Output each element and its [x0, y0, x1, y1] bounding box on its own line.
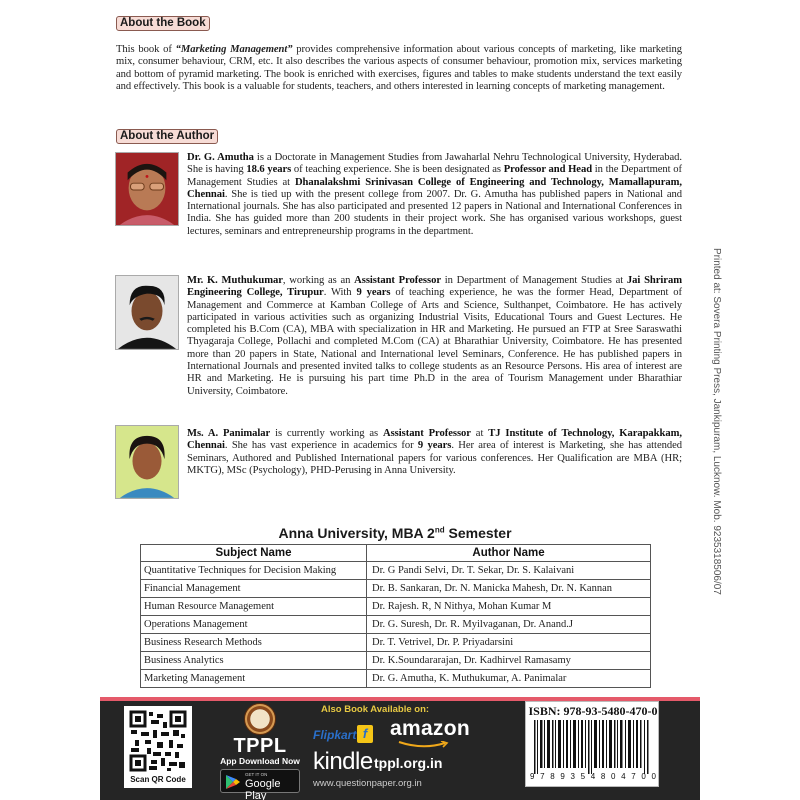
barcode-digit: 3 — [570, 772, 575, 781]
header-subject-name: Subject Name — [141, 545, 367, 562]
author-bio-amutha-top: Dr. G. Amutha is a Doctorate in Management Studies from Jawaharlal Nehru Technological University, Hyderabad. She is having 18.6 years of teaching experience. She is been designated as Professor and Head in the Department of Management Studies at Dhanalakshmi Srinivasan College of Engineering and Technology, Mamallapuram, Chennai. She is tied up with the present college from 2007. Dr. G. Amutha has published papers in National and International journals. She has also participated and presented 12 papers in National and International Conferences in India. She has guided more than 200 students in their project work. She has organised various workshops, guest lectures, seminars and entrepreneurship programs in the department. — [187, 152, 683, 237]
barcode-digit: 9 — [560, 772, 565, 781]
author-bio-panimalar: Ms. A. Panimalar is currently working as Assistant Professor at TJ Institute of Technology, Karapakkam, Chennai. She has vast experience in academics for 9 years. Her area of interest is Marketing, she has attended Seminars, Authored and Published International papers for various conferences. Her Qualification are MBA (HR; MKTG), MSc (Psychology), PHD-Perusing in Anna University. — [187, 428, 682, 476]
author-cell: Dr. T. Vetrivel, Dr. P. Priyadarsini — [367, 634, 651, 652]
barcode-digit: 7 — [540, 772, 545, 781]
barcode-digit: 8 — [550, 772, 555, 781]
kindle-logo[interactable]: kindle — [313, 748, 373, 775]
isbn-barcode — [525, 701, 659, 787]
table-header-row — [141, 545, 651, 562]
barcode-digits — [530, 772, 656, 781]
subject-cell: Quantitative Techniques for Decision Making — [141, 562, 367, 580]
about-author-label: About the Author — [116, 129, 218, 144]
about-book-label: About the Book — [116, 16, 210, 31]
cover-footer — [100, 697, 700, 800]
barcode-digit: 4 — [621, 772, 626, 781]
website-link[interactable]: www.questionpaper.org.in — [313, 778, 422, 789]
printer-note: Printed at: Sovera Printing Press, Jankipuram, Lucknow. Mob. 9235318506/07 — [711, 248, 722, 595]
author-cell: Dr. Rajesh. R, N Nithya, Mohan Kumar M — [367, 598, 651, 616]
subject-cell: Business Research Methods — [141, 634, 367, 652]
isbn-number: ISBN: 978-93-5480-470-0 — [528, 704, 658, 718]
table-row — [141, 652, 651, 670]
barcode-icon — [532, 720, 654, 774]
qr-code-block[interactable] — [124, 706, 192, 788]
flipkart-bag-icon: f — [357, 725, 373, 743]
series-table-title: Anna University, MBA 2nd Semester — [278, 525, 512, 541]
barcode-digit: 5 — [580, 772, 586, 781]
publisher-name: TPPL — [233, 735, 287, 757]
author-cell: Dr. B. Sankaran, Dr. N. Manicka Mahesh, Dr. N. Kannan — [367, 580, 651, 598]
amazon-smile-icon — [397, 741, 449, 749]
amazon-logo[interactable]: amazon — [390, 717, 470, 740]
header-author-name: Author Name — [367, 545, 651, 562]
author-photo-panimalar — [115, 425, 179, 499]
tppl-logo-icon — [244, 703, 276, 735]
table-row — [141, 562, 651, 580]
barcode-digit: 4 — [590, 772, 596, 781]
author-cell: Dr. G. Suresh, Dr. R. Myilvaganan, Dr. Anand.J — [367, 616, 651, 634]
table-row — [141, 670, 651, 688]
author-cell: Dr. G. Amutha, K. Muthukumar, A. Panimalar — [367, 670, 651, 688]
barcode-digit: 0 — [651, 772, 656, 781]
barcode-digit: 8 — [600, 772, 606, 781]
subject-cell: Financial Management — [141, 580, 367, 598]
subject-cell: Operations Management — [141, 616, 367, 634]
author-cell: Dr. K.Soundararajan, Dr. Kadhirvel Ramasamy — [367, 652, 651, 670]
flipkart-logo[interactable]: Flipkart — [313, 728, 357, 742]
google-play-badge[interactable] — [220, 769, 300, 800]
author-cell: Dr. G Pandi Selvi, Dr. T. Sekar, Dr. S. Kalaivani — [367, 562, 651, 580]
author-bio-muthukumar: Mr. K. Muthukumar, working as an Assistant Professor in Department of Management Studies at Jai Shriram Engineering College, Tirupur. With 9 years of teaching experience, he was the former Head, Department of Management and Commerce at Kamban College of Arts and Science, Sulthanpet, Coimbatore. He has actively participated in various activities such as organizing Industrial Visits, Educational Tours and Guest Lectures. He completed his B.Com (CA), MBA with specialization in HR and Marketing. He pursued an FTP at Sree Saraswathi Thyagaraja College, Pollachi and completed M.Com (CA) at Bharathiar University, Coimbatore. He has presented more than 20 papers in State, National and International level Seminars, Conference. He has published papers in International Journals and presented invited talks to college students as an Resource Persons. His area of interest are HR and Marketing. He is pursuing his part time Ph.D in the area of Tourism Management under Bharathiar University, Coimbatore. — [187, 275, 682, 397]
subject-cell: Human Resource Management — [141, 598, 367, 616]
google-play-text: Google Play — [245, 778, 281, 800]
series-table — [140, 544, 651, 688]
table-row — [141, 634, 651, 652]
google-play-small-text: GET IT ON — [245, 772, 268, 777]
barcode-digit: 0 — [641, 772, 646, 781]
app-download-text: App Download Now — [220, 756, 300, 766]
table-row — [141, 580, 651, 598]
qr-label: Scan QR Code — [130, 775, 186, 784]
table-row — [141, 598, 651, 616]
tppl-site-logo[interactable]: tppl.org.in — [374, 755, 443, 771]
available-on-title: Also Book Available on: — [321, 704, 430, 715]
barcode-digit: 7 — [631, 772, 636, 781]
about-book-text: This book of “Marketing Management” provides comprehensive information about various concepts of marketing, like marketing mix, consumer behaviour, CRM, etc. It also describes the various aspects of consumer behaviour, promotion mix, services marketing and bottom of pyramid marketing. The book is enriched with exercises, figures and tables to make students understand the text easily and effectively. This book is a valuable for students, teachers, and others interested in learning concepts of marketing management. — [116, 44, 682, 92]
subject-cell: Business Analytics — [141, 652, 367, 670]
barcode-digit: 0 — [611, 772, 616, 781]
author-photo-amutha — [115, 152, 179, 226]
author-photo-muthukumar — [115, 275, 179, 350]
tppl-app-block — [217, 701, 303, 800]
google-play-icon — [225, 774, 241, 790]
qr-code-icon — [129, 710, 187, 772]
subject-cell: Marketing Management — [141, 670, 367, 688]
table-row — [141, 616, 651, 634]
barcode-digit: 9 — [530, 772, 535, 781]
